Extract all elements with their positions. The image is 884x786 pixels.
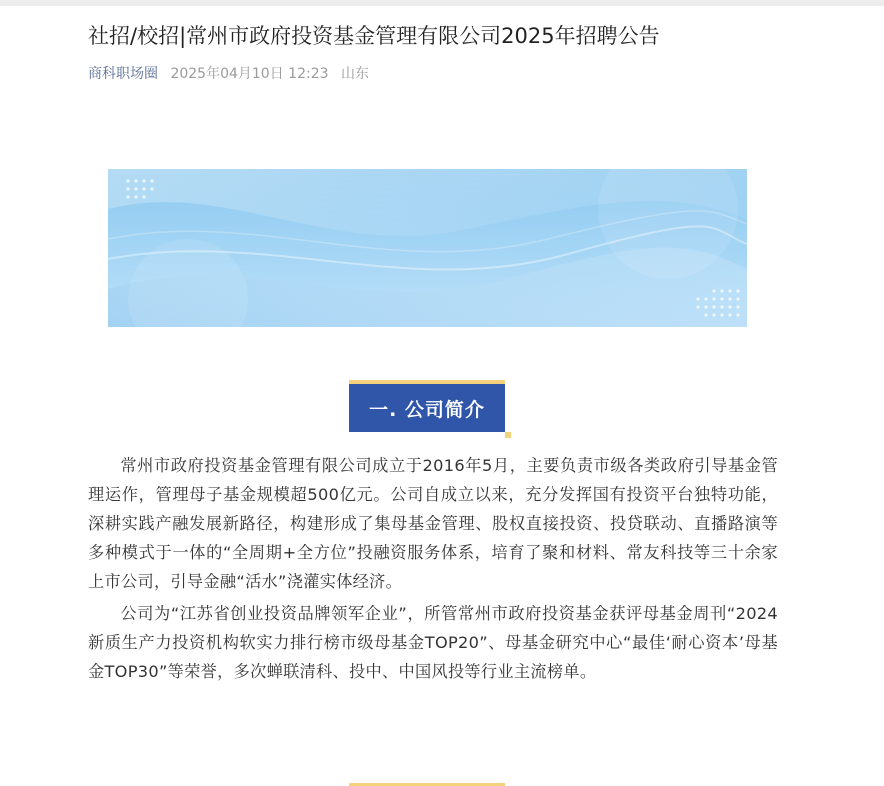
article-title: 社招/校招|常州市政府投资基金管理有限公司2025年招聘公告 <box>88 24 660 48</box>
company-intro <box>88 451 778 689</box>
top-bar <box>0 0 884 6</box>
publish-location: 山东 <box>340 66 369 82</box>
publish-date: 2025年04月10日 12:23 <box>170 66 329 82</box>
heading-accent-dot <box>505 432 511 438</box>
section-heading-title: 一. 公司简介 <box>349 384 505 432</box>
banner-image <box>108 169 747 327</box>
section-heading <box>349 380 511 438</box>
intro-paragraph-1: 常州市政府投资基金管理有限公司成立于2016年5月，主要负责市级各类政府引导基金管理运作，管理母子基金规模超500亿元。公司自成立以来，充分发挥国有投资平台独特功能，深耕实践产融发展新路径，构建形成了集母基金管理、股权直接投资、投贷联动、直播路演等多种模式于一体的“全周期+全方位”投融资服务体系，培育了聚和材料、常友科技等三十余家上市公司，引导金融“活水”浇灌实体经济。 <box>88 456 778 591</box>
intro-paragraph-2: 公司为“江苏省创业投资品牌领军企业”，所管常州市政府投资基金获评母基金周刊“2024新质生产力投资机构软实力排行榜市级母基金TOP20”、母基金研究中心“最佳‘耐心资本’母基金TOP30”等荣誉，多次蝉联清科、投中、中国风投等行业主流榜单。 <box>88 604 778 681</box>
article-meta <box>88 64 768 84</box>
account-name-link[interactable]: 商科职场圈 <box>88 66 158 82</box>
article-header <box>88 20 768 84</box>
banner-wave-graphic <box>108 169 747 327</box>
